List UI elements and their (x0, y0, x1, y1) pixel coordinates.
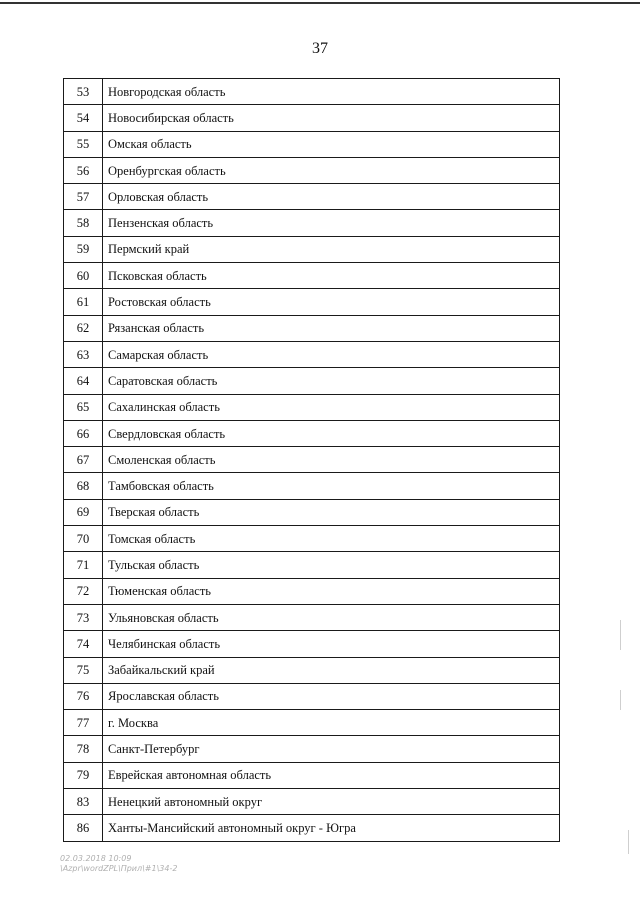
row-number: 70 (64, 526, 103, 552)
table-row (64, 236, 560, 262)
row-number: 54 (64, 105, 103, 131)
row-number: 72 (64, 578, 103, 604)
scan-artifact (620, 620, 621, 650)
region-name: Ульяновская область (103, 604, 560, 630)
row-number: 71 (64, 552, 103, 578)
region-name: Томская область (103, 526, 560, 552)
region-name: Забайкальский край (103, 657, 560, 683)
region-name: Свердловская область (103, 420, 560, 446)
row-number: 73 (64, 604, 103, 630)
table-row (64, 394, 560, 420)
table-row (64, 631, 560, 657)
row-number: 76 (64, 683, 103, 709)
row-number: 69 (64, 499, 103, 525)
row-number: 75 (64, 657, 103, 683)
row-number: 67 (64, 447, 103, 473)
table-row (64, 552, 560, 578)
row-number: 62 (64, 315, 103, 341)
region-name: Ярославская область (103, 683, 560, 709)
table-row (64, 604, 560, 630)
region-name: Саратовская область (103, 368, 560, 394)
print-stamp-date: 02.03.2018 10:09 (60, 854, 132, 863)
region-name: Санкт-Петербург (103, 736, 560, 762)
row-number: 61 (64, 289, 103, 315)
row-number: 74 (64, 631, 103, 657)
region-name: Смоленская область (103, 447, 560, 473)
row-number: 56 (64, 157, 103, 183)
region-name: Челябинская область (103, 631, 560, 657)
row-number: 83 (64, 789, 103, 815)
region-name: Рязанская область (103, 315, 560, 341)
region-name: Ростовская область (103, 289, 560, 315)
region-name: Еврейская автономная область (103, 762, 560, 788)
region-name: Тамбовская область (103, 473, 560, 499)
table-row (64, 263, 560, 289)
region-name: Сахалинская область (103, 394, 560, 420)
region-name: Самарская область (103, 341, 560, 367)
region-name: Новосибирская область (103, 105, 560, 131)
table-row (64, 710, 560, 736)
row-number: 58 (64, 210, 103, 236)
table-row (64, 473, 560, 499)
table-row (64, 657, 560, 683)
table-row (64, 315, 560, 341)
row-number: 68 (64, 473, 103, 499)
row-number: 57 (64, 184, 103, 210)
region-name: Оренбургская область (103, 157, 560, 183)
row-number: 53 (64, 79, 103, 105)
table-row (64, 762, 560, 788)
regions-table-body (64, 79, 560, 842)
row-number: 65 (64, 394, 103, 420)
region-name: Ханты-Мансийский автономный округ - Югра (103, 815, 560, 841)
region-name: Пензенская область (103, 210, 560, 236)
print-stamp (60, 854, 177, 874)
table-row (64, 420, 560, 446)
table-row (64, 578, 560, 604)
row-number: 63 (64, 341, 103, 367)
table-row (64, 210, 560, 236)
table-row (64, 79, 560, 105)
page-top-border (0, 2, 640, 4)
row-number: 59 (64, 236, 103, 262)
region-name: г. Москва (103, 710, 560, 736)
region-name: Тульская область (103, 552, 560, 578)
row-number: 60 (64, 263, 103, 289)
table-row (64, 184, 560, 210)
row-number: 64 (64, 368, 103, 394)
row-number: 79 (64, 762, 103, 788)
table-row (64, 131, 560, 157)
table-row (64, 289, 560, 315)
table-row (64, 368, 560, 394)
table-row (64, 447, 560, 473)
table-row (64, 789, 560, 815)
scan-artifact (628, 830, 629, 854)
page-number: 37 (312, 40, 328, 57)
table-row (64, 736, 560, 762)
row-number: 77 (64, 710, 103, 736)
table-row (64, 683, 560, 709)
table-row (64, 815, 560, 841)
table-row (64, 157, 560, 183)
row-number: 78 (64, 736, 103, 762)
region-name: Псковская область (103, 263, 560, 289)
regions-table (63, 78, 560, 842)
region-name: Тюменская область (103, 578, 560, 604)
row-number: 86 (64, 815, 103, 841)
print-stamp-path: \Azpr\wordZPL\Прил\#1\34-2 (60, 864, 178, 873)
table-row (64, 526, 560, 552)
region-name: Орловская область (103, 184, 560, 210)
row-number: 66 (64, 420, 103, 446)
region-name: Ненецкий автономный округ (103, 789, 560, 815)
region-name: Новгородская область (103, 79, 560, 105)
scan-artifact (620, 690, 621, 710)
row-number: 55 (64, 131, 103, 157)
region-name: Омская область (103, 131, 560, 157)
region-name: Тверская область (103, 499, 560, 525)
table-row (64, 499, 560, 525)
table-row (64, 341, 560, 367)
table-row (64, 105, 560, 131)
region-name: Пермский край (103, 236, 560, 262)
